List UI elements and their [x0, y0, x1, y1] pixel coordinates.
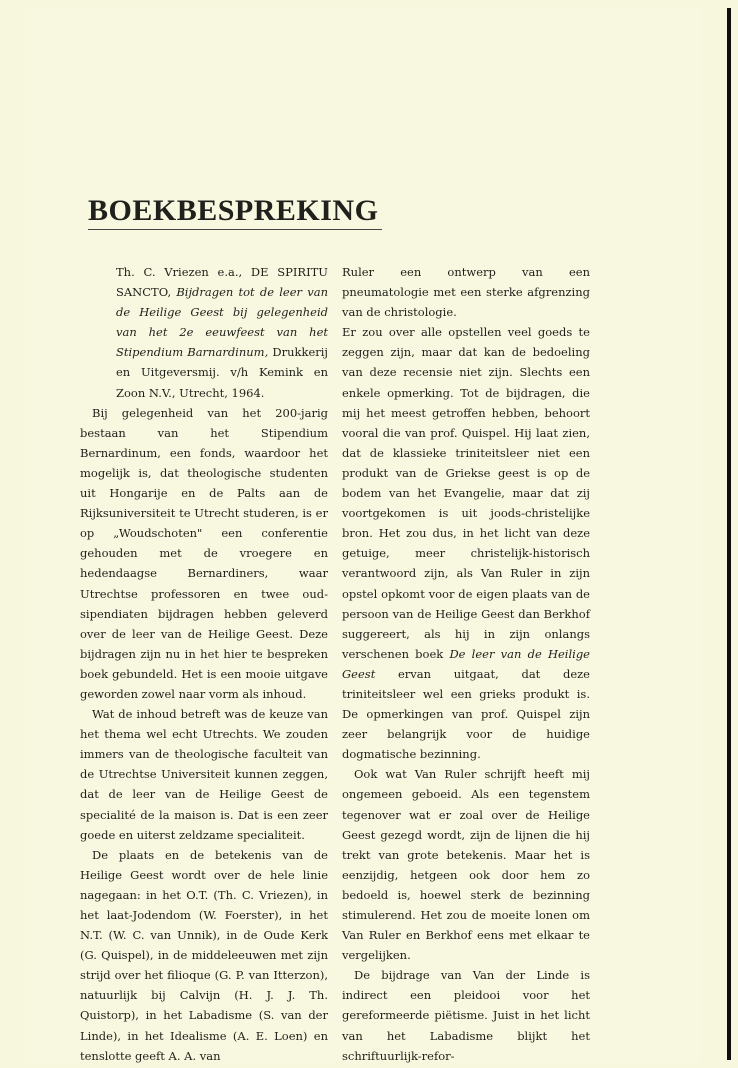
paragraph: De plaats en de betekenis van de Heilige Geest wordt over de hele linie nagegaan: in het O.T. (Th. C. Vriezen), in het laat-Jodendom (W. Foerster), in het N.T. (W. C. van Unnik), in de Oude Kerk (G. Quispel), in de middeleeuwen met zijn strijd over het filioque (G. P. van Itterzon), natuurlijk bij Calvijn (H. J. J. Th. Quistorp), in het Labadisme (S. van der Linde), in het Idealisme (A. E. Loen) en tenslotte geeft A. A. van	[80, 847, 328, 1063]
paragraph: Ruler een ontwerp van een pneumatologie met een sterke afgrenzing van de christologie.	[342, 265, 590, 320]
left-column	[80, 262, 328, 1066]
title-underline	[88, 229, 382, 230]
book-title: De leer van de Heilige Geest	[342, 646, 590, 681]
book-citation	[116, 262, 328, 403]
paragraph: Wat de inhoud betreft was de keuze van het thema wel echt Utrechts. We zouden immers van de theologische faculteit van de Utrechtse Universiteit kunnen zeggen, dat de leer van de Heilige Geest de specialité de la maison is. Dat is een zeer goede en uiterst zeldzame specialiteit.	[80, 707, 328, 842]
paragraph-text: Er zou over alle opstellen veel goeds te zeggen zijn, maar dat kan de bedoeling van deze recensie niet zijn. Slechts een enkele opmerking. Tot de bijdragen, die mij het meest getroffen hebben, behoort vooral die van prof. Quispel. Hij laat zien, dat de klassieke triniteitsleer niet een produkt van de Griekse geest is op de bodem van het Evangelie, maar dat zij voortgekomen is uit joods-christelijke bron. Het zou dus, in het licht van deze getuige, meer christelijk-historisch verantwoord zijn, als Van Ruler in zijn opstel opkomt voor de eigen plaats van de persoon van de Heilige Geest dan Berkhof suggereert, als hij in zijn onlangs verschenen boek	[342, 325, 590, 661]
paragraph: Ook wat Van Ruler schrijft heeft mij ongemeen geboeid. Als een tegenstem tegenover wat er zoal over de Heilige Geest gezegd wordt, zijn de lijnen die hij trekt van grote betekenis. Maar het is eenzijdig, hetgeen ook door hem zo bedoeld is, hoewel sterk de bezinning stimulerend. Het zou de moeite lonen om Van Ruler en Berkhof eens met elkaar te vergelijken.	[342, 767, 590, 963]
page-edge-shadow	[727, 8, 731, 1060]
paragraph-text: ervan uitgaat, dat deze triniteitsleer wel een grieks produkt is. De opmerkingen van prof. Quispel zijn zeer belangrijk voor de huidige dogmatische bezinning.	[342, 666, 590, 762]
section-title: BOEKBESPREKING	[88, 194, 379, 227]
paragraph: De bijdrage van Van der Linde is indirect een pleidooi voor het gereformeerde piëtisme. Juist in het licht van het Labadisme blijkt het schriftuurlijk-refor-	[342, 968, 590, 1063]
paragraph	[342, 322, 590, 764]
paragraph: Bij gelegenheid van het 200-jarig bestaan van het Stipendium Bernardinum, een fonds, waardoor het mogelijk is, dat theologische studenten uit Hongarije en de Palts aan de Rijksuniversiteit te Utrecht studeren, is er op „Woudschoten" een conferentie gehouden met de vroegere en hedendaagse Bernardiners, waar Utrechtse professoren en twee oud-sipendiaten bijdragen hebben geleverd over de leer van de Heilige Geest. Deze bijdragen zijn nu in het hier te bespreken boek gebundeld. Het is een mooie uitgave geworden zowel naar vorm als inhoud.	[80, 405, 328, 701]
citation-title: Bijdragen tot de leer van de Heilige Geest bij gelegenheid van het 2e eeuwfeest van het Stipendium Barnardinum,	[116, 285, 328, 360]
citation-publisher: Drukkerij en Uitgeversmij. v/h Kemink en Zoon N.V., Utrecht, 1964.	[116, 345, 328, 400]
citation-author: Th. C. Vriezen e.a., DE SPIRITU SANCTO,	[116, 265, 328, 300]
right-column	[342, 262, 590, 1066]
